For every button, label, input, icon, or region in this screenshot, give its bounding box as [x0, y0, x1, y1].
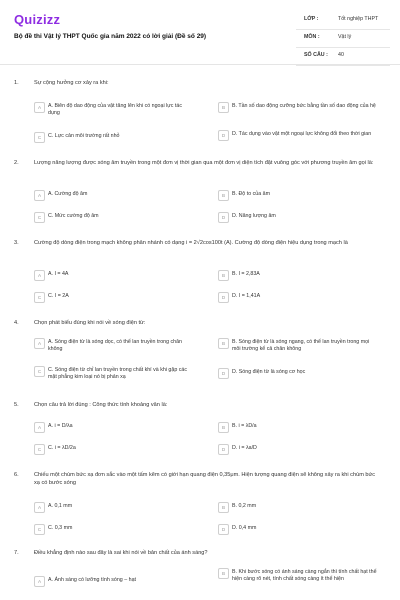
option-text: C. Lực cản môi trường rất nhỏ	[48, 133, 120, 139]
option-letter: C	[34, 524, 45, 535]
option-text: D. Năng lượng âm	[232, 213, 276, 219]
question-text: Sự cộng hưởng cơ xảy ra khi:	[34, 80, 109, 86]
meta-label: LỚP :	[304, 16, 319, 22]
question-text: Lượng năng lượng được sóng âm truyền trong một đơn vị thời gian qua một đơn vị diện tích đặt vuông góc với phương truyền âm gọi là:	[34, 160, 374, 166]
option-letter: B	[218, 502, 229, 513]
meta-value: Vật lý	[338, 34, 352, 40]
option-text: D. i = λa/D	[232, 445, 257, 451]
meta-row-class	[296, 12, 390, 30]
meta-table	[296, 12, 390, 66]
question-text: Điều khẳng định nào sau đây là sai khi nói về bản chất của ánh sáng?	[34, 550, 208, 556]
option-letter: D	[218, 524, 229, 535]
option-letter: A	[34, 576, 45, 587]
option-text: A. I = 4A	[48, 271, 69, 277]
question-number: 3.	[14, 240, 19, 246]
option-text: A. Sóng điện từ là sóng dọc, có thể lan truyền trong chân không	[48, 339, 182, 352]
option-text: A. Ánh sáng có lưỡng tính sóng – hạt	[48, 577, 137, 583]
option-text: D. Sóng điện từ là sóng cơ học	[232, 369, 306, 375]
option-text: C. i = λD/2a	[48, 445, 76, 451]
question-item	[0, 80, 400, 150]
option-text: C. Sóng điện từ chỉ lan truyền trong chất khí và khi gặp các mặt phẳng kim loại nó bị phản xạ	[48, 367, 187, 380]
option-text: D. Tác dụng vào vật một ngoại lực không đổi theo thời gian	[232, 131, 372, 137]
question-text: Cường độ dòng điện trong mạch không phân nhánh có dạng i = 2√2cos100t (A). Cường độ dòng điện hiệu dụng trong mạch là	[34, 240, 348, 246]
question-item	[0, 550, 400, 600]
option-text: B. i = λD/a	[232, 423, 257, 429]
option-letter: A	[34, 190, 45, 201]
option-letter: C	[34, 444, 45, 455]
question-item	[0, 402, 400, 468]
option-text: D. I = 1,41A	[232, 293, 261, 299]
option-letter: A	[34, 270, 45, 281]
option-text: B. Sóng điện từ là sóng ngang, có thể lan truyền trong mọi môi trường kể cả chân không	[232, 339, 370, 352]
meta-row-subject	[296, 30, 390, 48]
option-text: B. Khi bước sóng có ánh sáng càng ngắn thì tính chất hạt thể hiện càng rõ nét, tính chất sóng càng ít thể hiện	[232, 569, 377, 582]
option-letter: C	[34, 366, 45, 377]
option-letter: C	[34, 132, 45, 143]
question-number: 4.	[14, 320, 19, 326]
option-letter: A	[34, 422, 45, 433]
option-letter: D	[218, 212, 229, 223]
option-text: A. 0,1 mm	[48, 503, 73, 509]
option-letter: B	[218, 102, 229, 113]
question-text: Chiếu một chùm bức xạ đơn sắc vào một tấm kẽm có giới hạn quang điện 0,35μm. Hiện tượng quang điện sẽ không xảy ra khi chùm bức xạ có bước sóng	[34, 472, 376, 486]
option-letter: A	[34, 338, 45, 349]
option-text: B. Tần số dao động cưỡng bức bằng tần số dao động của hệ	[232, 103, 376, 109]
option-text: D. 0,4 mm	[232, 525, 257, 531]
option-text: C. Mức cường độ âm	[48, 213, 99, 219]
option-letter: A	[34, 502, 45, 513]
option-letter: B	[218, 568, 229, 579]
option-text: C. 0,3 mm	[48, 525, 73, 531]
question-number: 6.	[14, 472, 19, 478]
option-text: A. Cường độ âm	[48, 191, 88, 197]
document-title: Bộ đề thi Vật lý THPT Quốc gia năm 2022 có lời giải (Đề số 29)	[14, 33, 207, 40]
option-text: A. Biên độ dao động của vật tăng lên khi có ngoại lực tác dụng	[48, 103, 182, 116]
option-letter: D	[218, 292, 229, 303]
question-text: Chọn câu trả lời đúng : Công thức tính khoảng vân là:	[34, 402, 168, 408]
option-text: C. I = 2A	[48, 293, 69, 299]
question-text: Chọn phát biểu đúng khi nói về sóng điện từ:	[34, 320, 146, 326]
option-letter: C	[34, 292, 45, 303]
worksheet-header	[0, 0, 400, 65]
question-number: 2.	[14, 160, 19, 166]
question-number: 5.	[14, 402, 19, 408]
option-letter: D	[218, 130, 229, 141]
option-text: B. 0,2 mm	[232, 503, 257, 509]
option-text: B. Độ to của âm	[232, 191, 270, 197]
quizizz-logo: Quizizz	[14, 12, 61, 27]
meta-label: MÔN :	[304, 34, 320, 40]
meta-value: Tốt nghiệp THPT	[338, 16, 379, 22]
meta-value: 40	[338, 52, 344, 58]
option-letter: D	[218, 368, 229, 379]
question-number: 1.	[14, 80, 19, 86]
option-letter: C	[34, 212, 45, 223]
question-item	[0, 240, 400, 310]
option-text: B. I = 2,83A	[232, 271, 260, 277]
question-item	[0, 160, 400, 230]
option-letter: A	[34, 102, 45, 113]
option-letter: B	[218, 338, 229, 349]
meta-label: SỐ CÂU :	[304, 52, 328, 58]
question-number: 7.	[14, 550, 19, 556]
question-item	[0, 472, 400, 546]
option-letter: B	[218, 422, 229, 433]
option-letter: D	[218, 444, 229, 455]
meta-row-count	[296, 48, 390, 66]
option-letter: B	[218, 190, 229, 201]
option-text: A. i = D/λa	[48, 423, 73, 429]
question-item	[0, 320, 400, 394]
option-letter: B	[218, 270, 229, 281]
